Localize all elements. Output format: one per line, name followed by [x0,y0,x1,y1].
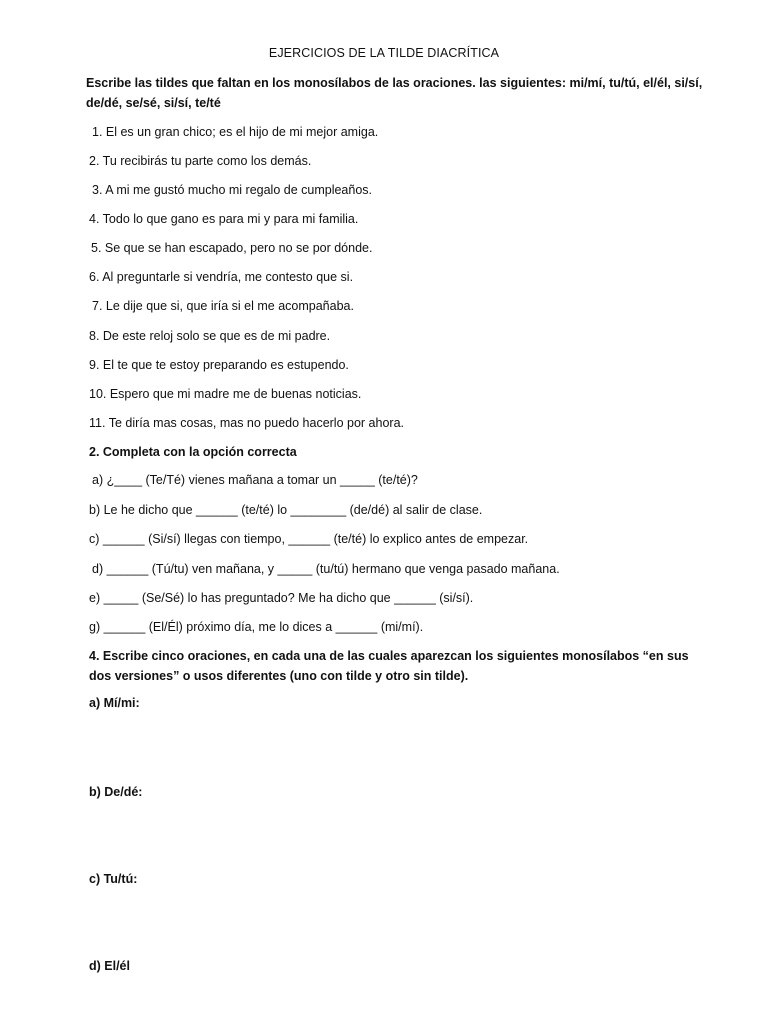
sentence-6: 6. Al preguntarle si vendría, me contesto que si. [89,270,354,284]
prompt-el: d) El/él [89,959,130,973]
prompt-de: b) De/dé: [89,785,143,799]
sentence-2: 2. Tu recibirás tu parte como los demás. [89,154,312,168]
exercise-b: b) Le he dicho que ______ (te/té) lo ________ (de/dé) al salir de clase. [89,503,483,517]
exercise-a: a) ¿____ (Te/Té) vienes mañana a tomar un _____ (te/té)? [92,473,418,487]
sentence-9: 9. El te que te estoy preparando es estupendo. [89,358,349,372]
section-2-heading: 2. Completa con la opción correcta [89,445,297,459]
section-4-heading: 4. Escribe cinco oraciones, en cada una de las cuales aparezcan los siguientes monosílabos “en sus dos versiones” o usos diferentes (uno con tilde y otro sin tilde). [89,649,689,683]
exercise-e: e) _____ (Se/Sé) lo has preguntado? Me ha dicho que ______ (si/sí). [89,591,474,605]
sentence-5: 5. Se que se han escapado, pero no se por dónde. [91,241,373,255]
document-title: EJERCICIOS DE LA TILDE DIACRÍTICA [268,46,500,60]
exercise-d: d) ______ (Tú/tu) ven mañana, y _____ (tu/tú) hermano que venga pasado mañana. [92,562,560,576]
prompt-mi: a) Mí/mi: [89,696,140,710]
sentence-1: 1. El es un gran chico; es el hijo de mi mejor amiga. [92,125,379,139]
instructions: Escribe las tildes que faltan en los monosílabos de las oraciones. las siguientes: mi/mí, tu/tú, el/él, si/sí, de/dé, se/sé, si/sí, te/té [86,76,703,110]
prompt-tu: c) Tu/tú: [89,872,138,886]
sentence-10: 10. Espero que mi madre me de buenas noticias. [89,387,362,401]
sentence-4: 4. Todo lo que gano es para mi y para mi familia. [89,212,359,226]
sentence-7: 7. Le dije que si, que iría si el me acompañaba. [92,299,354,313]
exercise-c: c) ______ (Si/sí) llegas con tiempo, ______ (te/té) lo explico antes de empezar. [89,532,529,546]
sentence-11: 11. Te diría mas cosas, mas no puedo hacerlo por ahora. [89,416,404,430]
sentence-8: 8. De este reloj solo se que es de mi padre. [89,329,331,343]
sentence-3: 3. A mi me gustó mucho mi regalo de cumpleaños. [92,183,373,197]
exercise-g: g) ______ (El/Él) próximo día, me lo dices a ______ (mi/mí). [89,620,424,634]
